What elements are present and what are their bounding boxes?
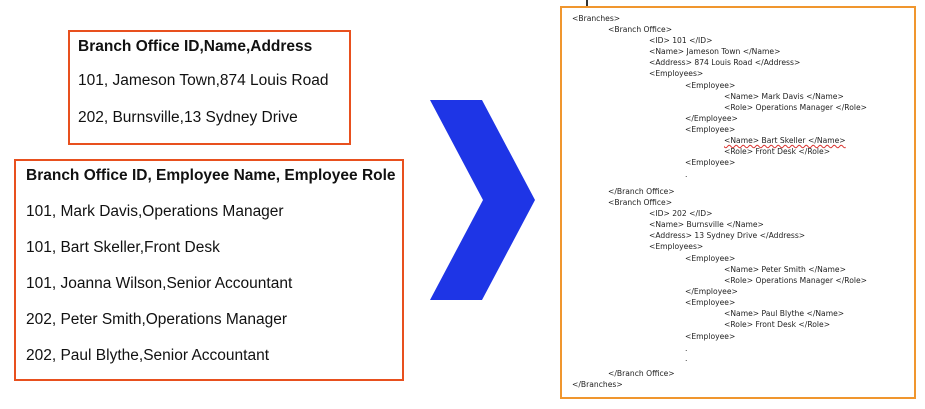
xml-line: <ID> 101 </ID> <box>649 36 713 45</box>
xml-line: <Address> 874 Louis Road </Address> <box>649 58 801 67</box>
branch-row: 101, Jameson Town,874 Louis Road <box>78 72 329 89</box>
xml-line: <Address> 13 Sydney Drive </Address> <box>649 231 806 240</box>
xml-line: <Employee> <box>685 332 736 341</box>
xml-line: . <box>685 170 688 179</box>
xml-line: <Employees> <box>649 69 704 78</box>
employee-row: 101, Bart Skeller,Front Desk <box>26 239 220 256</box>
xml-line: <Employee> <box>685 158 736 167</box>
chevron-right-arrow-icon <box>430 100 535 300</box>
xml-line: <Name> Bart Skeller </Name> <box>724 136 846 145</box>
xml-line: <Employee> <box>685 254 736 263</box>
xml-line: <Role> Front Desk </Role> <box>724 147 831 156</box>
xml-line: <Name> Jameson Town </Name> <box>649 47 781 56</box>
xml-document <box>560 6 916 399</box>
employee-table <box>14 159 404 381</box>
xml-line: . <box>685 354 688 363</box>
employee-row: 202, Paul Blythe,Senior Accountant <box>26 347 269 364</box>
xml-line: </Branches> <box>572 380 623 389</box>
branch-table <box>68 30 351 145</box>
xml-line: <Name> Burnsville </Name> <box>649 220 764 229</box>
xml-line: <Employee> <box>685 298 736 307</box>
branch-table-header: Branch Office ID,Name,Address <box>78 38 313 55</box>
xml-line: . <box>685 344 688 353</box>
xml-line: <ID> 202 </ID> <box>649 209 713 218</box>
xml-line: <Employees> <box>649 242 704 251</box>
branch-row: 202, Burnsville,13 Sydney Drive <box>78 109 298 126</box>
xml-line: <Employee> <box>685 81 736 90</box>
employee-table-header: Branch Office ID, Employee Name, Employee Role <box>26 167 396 184</box>
xml-line: <Name> Paul Blythe </Name> <box>724 309 845 318</box>
employee-row: 101, Joanna Wilson,Senior Accountant <box>26 275 293 292</box>
xml-line: </Employee> <box>685 114 738 123</box>
xml-line: <Role> Operations Manager </Role> <box>724 103 868 112</box>
xml-line: </Branch Office> <box>608 369 675 378</box>
xml-line: <Branches> <box>572 14 621 23</box>
xml-line: </Employee> <box>685 287 738 296</box>
xml-line: <Branch Office> <box>608 198 673 207</box>
xml-line: <Employee> <box>685 125 736 134</box>
xml-line: <Role> Operations Manager </Role> <box>724 276 868 285</box>
xml-line: <Name> Peter Smith </Name> <box>724 265 846 274</box>
xml-line: </Branch Office> <box>608 187 675 196</box>
employee-row: 101, Mark Davis,Operations Manager <box>26 203 284 220</box>
employee-row: 202, Peter Smith,Operations Manager <box>26 311 288 328</box>
xml-line: <Role> Front Desk </Role> <box>724 320 831 329</box>
xml-line: <Branch Office> <box>608 25 673 34</box>
xml-line: <Name> Mark Davis </Name> <box>724 92 844 101</box>
